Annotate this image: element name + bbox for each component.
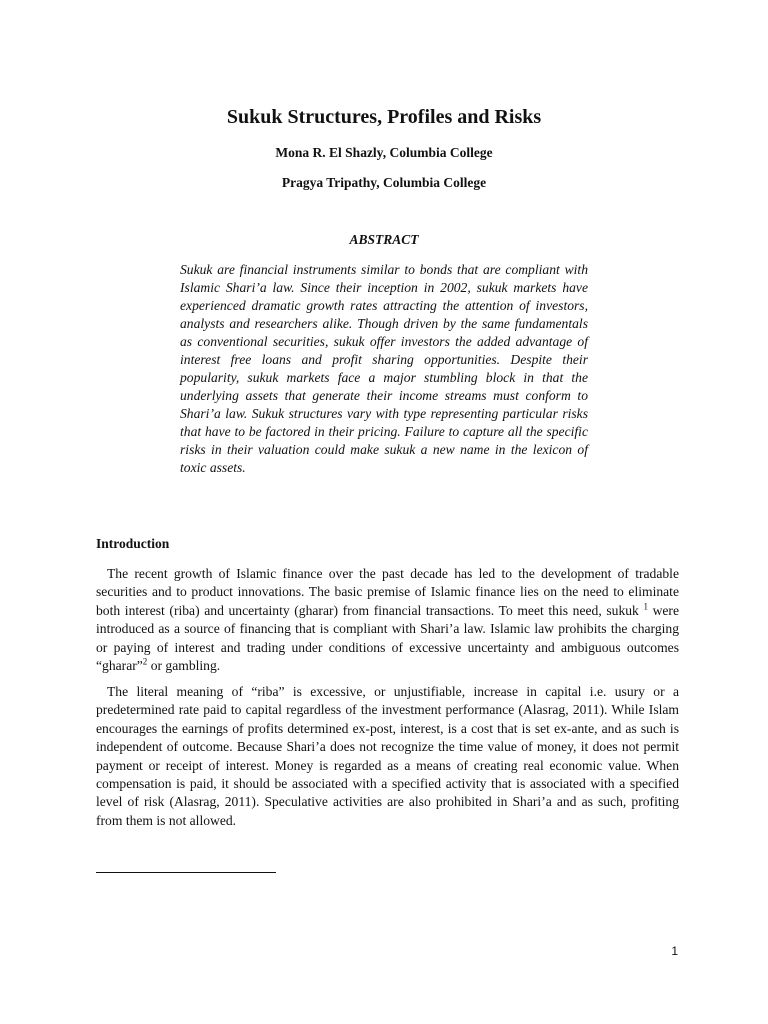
paragraph-1-text-a: The recent growth of Islamic finance over the past decade has led to the development of tradable securities and to product innovations. The basic premise of Islamic finance lies on the need to eliminate both interest (riba) and uncertainty (gharar) from financial transactions. To meet this need, sukuk: [96, 566, 679, 618]
page-number: 1: [671, 944, 678, 958]
introduction-paragraph-1: [96, 565, 679, 675]
footnote-ref-2: 2: [142, 656, 148, 667]
paragraph-1-text-c: or gambling.: [147, 658, 221, 674]
author-line-2: Pragya Tripathy, Columbia College: [281, 175, 487, 190]
introduction-paragraph-2: The literal meaning of “riba” is excessive, or unjustifiable, increase in capital i.e. usury or a predetermined rate paid to capital regardless of the investment performance (Alasrag, 2011). While Islam encourages the earnings of profits determined ex-post, interest, is a cost that is set ex-ante, and as such is independent of outcome. Because Shari’a does not recognize the time value of money, it does not permit payment or receipt of interest. Money is regarded as a means of creating real economic value. When compensation is paid, it should be associated with a specified activity that is associated with a specified level of risk (Alasrag, 2011). Speculative activities are also prohibited in Shari’a and as such, profiting from them is not allowed.: [96, 684, 679, 828]
abstract-text: Sukuk are financial instruments similar to bonds that are compliant with Islamic Shari’a law. Since their inception in 2002, sukuk markets have experienced dramatic growth rates attracting the attention of investors, analysts and researchers alike. Though driven by the same fundamentals as conventional securities, sukuk offer investors the added advantage of interest free loans and profit sharing opportunities. Despite their popularity, sukuk markets face a major stumbling block in that the underlying assets that generate their income streams must conform to Shari’a law. Sukuk structures vary with type representing particular risks that have to be factored in their pricing. Failure to capture all the specific risks in their valuation could make sukuk a new name in the lexicon of toxic assets.: [180, 262, 588, 475]
footnote-separator: [96, 872, 276, 873]
paragraph-1-text-b: were introduced as a source of financing that is compliant with Shari’a law. Islamic law prohibits the charging or paying of interest and trading under conditions of excessive uncertainty and ambiguous outcomes “gharar”: [96, 602, 679, 674]
introduction-heading: Introduction: [96, 536, 170, 551]
paper-title: Sukuk Structures, Profiles and Risks: [226, 106, 542, 128]
footnote-ref-1: 1: [643, 601, 648, 612]
abstract-heading: ABSTRACT: [349, 232, 419, 247]
author-line-1: Mona R. El Shazly, Columbia College: [275, 145, 493, 160]
